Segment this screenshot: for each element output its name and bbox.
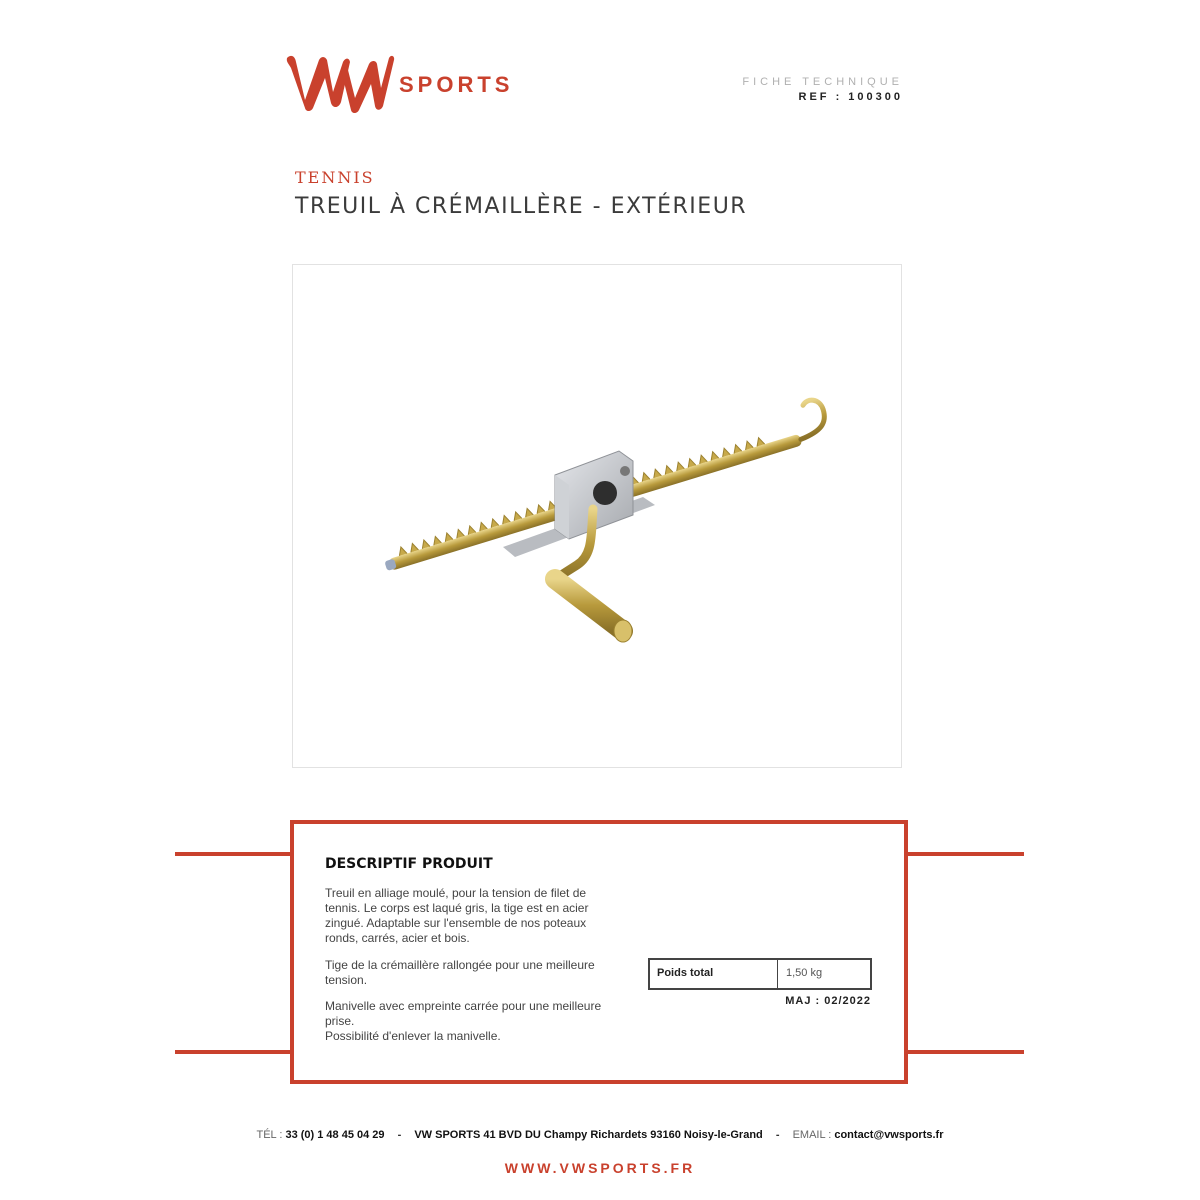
- decor-line-left-top: [175, 852, 290, 856]
- separator: -: [397, 1129, 402, 1141]
- spec-table: [648, 958, 872, 990]
- weight-label: Poids total: [650, 960, 778, 988]
- doc-type-label: FICHE TECHNIQUE: [742, 76, 903, 88]
- weight-value: 1,50 kg: [786, 967, 823, 979]
- description-paragraph: Manivelle avec empreinte carrée pour une meilleure prise.: [325, 999, 602, 1028]
- tel-number[interactable]: 33 (0) 1 48 45 04 29: [285, 1129, 385, 1141]
- brand-logo[interactable]: [283, 48, 523, 118]
- description-paragraph: Tige de la crémaillère rallongée pour une meilleure tension.: [325, 958, 595, 987]
- tel-label: TÉL :: [256, 1129, 283, 1141]
- product-title: TREUIL À CRÉMAILLÈRE - EXTÉRIEUR: [295, 194, 748, 219]
- description-paragraph: Treuil en alliage moulé, pour la tension de filet de tennis. Le corps est laqué gris, la tige est en acier zingué. Adaptable sur l'ensemble de nos poteaux ronds, carrés, acier et bois.: [325, 886, 589, 945]
- product-category: TENNIS: [295, 168, 375, 187]
- description-heading: DESCRIPTIF PRODUIT: [325, 856, 493, 872]
- description-paragraph: Possibilité d'enlever la manivelle.: [325, 1029, 501, 1043]
- email-link[interactable]: contact@vwsports.fr: [834, 1129, 944, 1141]
- footer-contact: [0, 1129, 1200, 1141]
- email-label: EMAIL :: [792, 1129, 832, 1141]
- separator: -: [775, 1129, 780, 1141]
- vw-logo-icon: [283, 48, 395, 118]
- decor-line-right-top: [908, 852, 1024, 856]
- brand-wordmark: SPORTS: [399, 72, 514, 97]
- reference-number: REF : 100300: [798, 91, 903, 103]
- company-address: VW SPORTS 41 BVD DU Champy Richardets 93160 Noisy-le-Grand: [414, 1129, 763, 1141]
- rack-winch-image: [293, 265, 901, 767]
- website-link[interactable]: WWW.VWSPORTS.FR: [504, 1160, 696, 1176]
- product-image-frame: [292, 264, 902, 768]
- decor-line-right-bottom: [908, 1050, 1024, 1054]
- decor-line-left-bottom: [175, 1050, 290, 1054]
- update-date: MAJ : 02/2022: [785, 995, 871, 1007]
